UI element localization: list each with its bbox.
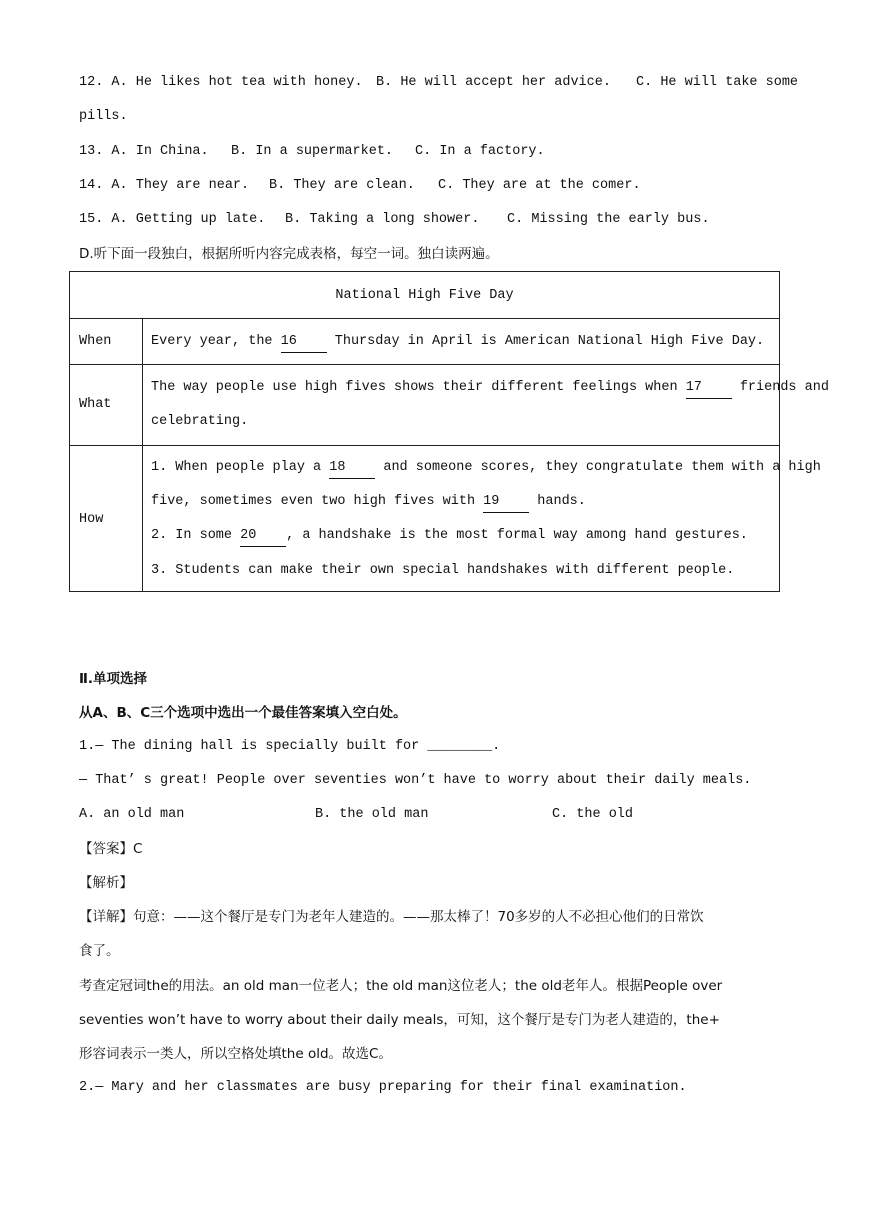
blank-16[interactable] bbox=[281, 332, 327, 353]
how-item-3: 3. Students can make their own special handshakes with different people. bbox=[151, 563, 735, 578]
q1-prompt: 1.— The dining hall is specially built for ________. bbox=[79, 739, 501, 754]
q1-options bbox=[79, 805, 634, 825]
q1-response: — That’ s great! People over seventies won’t have to worry about their daily meals. bbox=[79, 773, 752, 788]
section-d-instruction: D.听下面一段独白，根据所听内容完成表格，每空一词。独白读两遍。 bbox=[79, 246, 499, 262]
blank-17[interactable] bbox=[686, 378, 732, 399]
how1-text-post: and someone scores, they congratulate them with a high bbox=[383, 460, 821, 475]
high-five-table bbox=[69, 271, 829, 592]
when-text-pre: Every year, the bbox=[151, 334, 273, 349]
q12-c-label: C. bbox=[636, 75, 653, 90]
what-text-post: friends and bbox=[739, 380, 829, 395]
table-divider bbox=[70, 445, 779, 446]
question-15 bbox=[79, 210, 710, 230]
table-title: National High Five Day bbox=[335, 288, 514, 303]
how-label: How bbox=[79, 512, 104, 527]
q12-option-b: He will accept her advice. bbox=[400, 75, 611, 90]
question-12 bbox=[79, 73, 799, 93]
how1b-text-post: hands. bbox=[537, 494, 586, 509]
section-2-instruction: 从A、B、C三个选项中选出一个最佳答案填入空白处。 bbox=[79, 705, 407, 721]
q15-c-label: C. bbox=[507, 212, 524, 227]
q12-option-c: He will take some bbox=[660, 75, 799, 90]
how1-text-pre: 1. When people play a bbox=[151, 460, 322, 475]
what-content-line2: celebrating. bbox=[151, 414, 249, 429]
blank-19-number: 19 bbox=[483, 494, 500, 509]
section-2-heading: Ⅱ.单项选择 bbox=[79, 671, 148, 687]
q15-option-c: Missing the early bus. bbox=[531, 212, 710, 227]
blank-16-number: 16 bbox=[280, 334, 297, 349]
table-column-divider bbox=[142, 318, 143, 591]
q1-option-b: B. the old man bbox=[315, 807, 429, 822]
how2-text-post: , a handshake is the most formal way among hand gestures. bbox=[286, 528, 748, 543]
how-item-1 bbox=[151, 458, 821, 479]
detail-line-2: 食了。 bbox=[79, 943, 120, 959]
q13-option-c: In a factory. bbox=[439, 144, 545, 159]
q13-b-label: B. bbox=[231, 144, 248, 159]
when-text-post: Thursday in April is American National High Five Day. bbox=[334, 334, 765, 349]
table-divider bbox=[70, 318, 779, 319]
q14-b-label: B. bbox=[269, 178, 286, 193]
how-item-2 bbox=[151, 526, 748, 547]
q1-option-a: A. an old man bbox=[79, 807, 185, 822]
blank-19[interactable] bbox=[483, 492, 529, 513]
q13-c-label: C. bbox=[415, 144, 432, 159]
q15-option-a: Getting up late. bbox=[135, 212, 266, 227]
what-label: What bbox=[79, 397, 112, 412]
what-text-pre: The way people use high fives shows their different feelings when bbox=[151, 380, 678, 395]
when-content bbox=[151, 332, 764, 353]
question-14 bbox=[79, 176, 641, 196]
q2-prompt: 2.— Mary and her classmates are busy preparing for their final examination. bbox=[79, 1080, 687, 1095]
q15-option-b: Taking a long shower. bbox=[309, 212, 480, 227]
blank-20[interactable] bbox=[240, 526, 286, 547]
how-item-1-line2 bbox=[151, 492, 586, 513]
q13-option-b: In a supermarket. bbox=[255, 144, 394, 159]
q15-number: 15. A. bbox=[79, 212, 128, 227]
blank-18-number: 18 bbox=[329, 460, 346, 475]
q14-option-c: They are at the comer. bbox=[462, 178, 641, 193]
answer-label: 【答案】C bbox=[79, 841, 143, 857]
q12-number: 12. A. bbox=[79, 75, 128, 90]
blank-17-number: 17 bbox=[685, 380, 702, 395]
detail-line-1: 【详解】句意：——这个餐厅是专门为老年人建造的。——那太棒了！70多岁的人不必担心他们的日常饮 bbox=[79, 909, 704, 925]
q14-option-a: They are near. bbox=[135, 178, 250, 193]
blank-18[interactable] bbox=[329, 458, 375, 479]
q12-option-a: He likes hot tea with honey. bbox=[135, 75, 363, 90]
how1b-text-pre: five, sometimes even two high fives with bbox=[151, 494, 476, 509]
q12-continuation: pills. bbox=[79, 109, 128, 124]
when-label: When bbox=[79, 334, 112, 349]
q15-b-label: B. bbox=[285, 212, 302, 227]
explanation-line-2: seventies won’t have to worry about their daily meals，可知，这个餐厅是专门为老人建造的，the+ bbox=[79, 1012, 720, 1028]
analysis-label: 【解析】 bbox=[79, 875, 133, 891]
q13-number: 13. A. bbox=[79, 144, 128, 159]
q14-number: 14. A. bbox=[79, 178, 128, 193]
table-divider bbox=[70, 364, 779, 365]
q14-option-b: They are clean. bbox=[293, 178, 415, 193]
explanation-line-3: 形容词表示一类人，所以空格处填the old。故选C。 bbox=[79, 1046, 392, 1062]
blank-20-number: 20 bbox=[240, 528, 257, 543]
what-content bbox=[151, 378, 829, 399]
how2-text-pre: 2. In some bbox=[151, 528, 233, 543]
q1-option-c: C. the old bbox=[552, 807, 634, 822]
question-13 bbox=[79, 142, 545, 162]
q14-c-label: C. bbox=[438, 178, 455, 193]
q12-b-label: B. bbox=[376, 75, 393, 90]
q13-option-a: In China. bbox=[135, 144, 209, 159]
explanation-line-1: 考查定冠词the的用法。an old man一位老人；the old man这位老人；the old老年人。根据People over bbox=[79, 978, 723, 994]
